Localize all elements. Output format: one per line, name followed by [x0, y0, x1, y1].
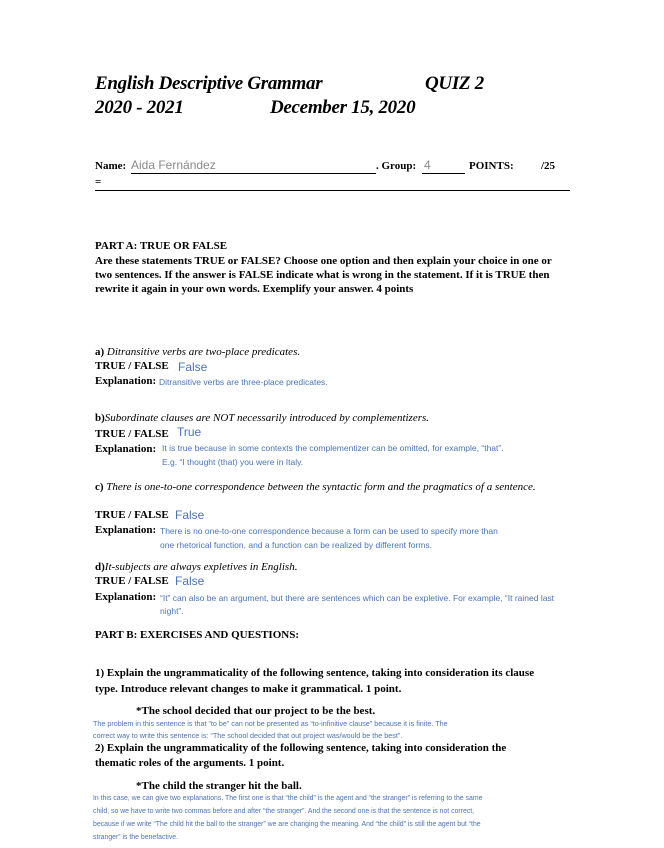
item-c-explanation-line2[interactable]: one rhetorical function, and a function can be realized by different forms. [160, 540, 433, 550]
question-1-answer-line1[interactable]: The problem in this sentence is that “to be” can not be presented as “to-infinitive clause” because it is finite. The [93, 719, 448, 728]
part-b-title: PART B: EXERCISES AND QUESTIONS: [95, 629, 299, 641]
question-2-answer-line4[interactable]: stranger” is the benefactive. [93, 834, 179, 841]
group-underline [422, 173, 465, 174]
header-divider [95, 190, 570, 191]
points-total: /25 [541, 160, 556, 172]
item-a-explanation[interactable]: Ditransitive verbs are three-place predicates. [159, 377, 328, 387]
item-a-statement [95, 346, 300, 358]
name-label: Name: [95, 160, 127, 172]
question-2-answer-line1[interactable]: In this case, we can give two explanations. The first one is that “the child” is the agent and “the stranger” is referring to the same [93, 795, 483, 802]
item-letter: c) [95, 481, 104, 493]
question-2-answer-line3[interactable]: because if we write “The child hit the ball to the stranger” we are changing the meaning. And “the child” is still the agent but “the [93, 821, 481, 828]
item-b-explanation-line2[interactable]: E.g. “I thought (that) you were in Italy. [162, 457, 304, 467]
academic-year: 2020 - 2021 [95, 97, 184, 118]
item-b-explanation-line1[interactable]: It is true because in some contexts the complementizer can be omitted, for example, “that”. [162, 443, 504, 453]
name-underline [131, 173, 376, 174]
question-2-line1: 2) Explain the ungrammaticality of the following sentence, taking into consideration the [95, 742, 507, 754]
part-a-title: PART A: TRUE OR FALSE [95, 240, 228, 252]
item-letter: a) [95, 346, 105, 358]
item-c-statement [95, 481, 545, 494]
explanation-label: Explanation: [95, 524, 157, 536]
item-d-answer[interactable]: False [175, 574, 205, 588]
explanation-label: Explanation: [95, 443, 157, 455]
statement-text: There is one-to-one correspondence between the syntactic form and the pragmatics of a sentence. [106, 481, 536, 493]
tf-label: TRUE / FALSE [95, 575, 169, 587]
question-1-line1: 1) Explain the ungrammaticality of the following sentence, taking into consideration its clause [95, 667, 535, 679]
statement-text: It-subjects are always expletives in English. [104, 561, 298, 573]
question-2-line2: thematic roles of the arguments. 1 point. [95, 757, 285, 769]
name-value[interactable]: Aida Fernández [131, 158, 216, 172]
tf-label: TRUE / FALSE [95, 428, 169, 440]
points-equals: = [95, 176, 102, 188]
explanation-label: Explanation: [95, 591, 157, 603]
quiz-label: QUIZ 2 [425, 73, 484, 94]
part-a-instructions: Are these statements TRUE or FALSE? Choose one option and then explain your choice in one or two sentences. If the answer is FALSE indicate what is wrong in the statement. If it is TRUE then rewrite it again in your own words. Exemplify your answer. 4 points [95, 255, 552, 295]
group-value[interactable]: 4 [424, 158, 431, 172]
tf-label: TRUE / FALSE [95, 509, 169, 521]
statement-text: Subordinate clauses are NOT necessarily introduced by complementizers. [104, 412, 430, 424]
explanation-label: Explanation: [95, 375, 157, 387]
item-letter: b) [95, 412, 105, 424]
question-1-answer-line2[interactable]: correct way to write this sentence is: “The school decided that out project was/would be the best”. [93, 731, 403, 740]
item-b-statement [95, 412, 429, 424]
item-d-statement [95, 561, 297, 573]
group-label: . Group: [376, 160, 417, 172]
question-1-sentence: *The school decided that our project to be the best. [136, 705, 376, 717]
quiz-date: December 15, 2020 [270, 97, 416, 118]
tf-label: TRUE / FALSE [95, 360, 169, 372]
item-d-explanation-line2[interactable]: night”. [160, 606, 184, 616]
item-d-explanation-line1[interactable]: “It” can also be an argument, but there are sentences which can be expletive. For example, “It rained last [160, 593, 555, 603]
points-label: POINTS: [469, 160, 514, 172]
statement-text: Ditransitive verbs are two-place predicates. [106, 346, 301, 358]
course-title: English Descriptive Grammar [95, 73, 323, 94]
question-1-line2: type. Introduce relevant changes to make it grammatical. 1 point. [95, 683, 402, 695]
item-b-answer[interactable]: True [177, 425, 202, 439]
question-2-answer-line2[interactable]: child, so we have to write two commas before and after “the stranger”. And the second one is that the sentence is not correct, [93, 808, 475, 815]
item-a-answer[interactable]: False [178, 360, 208, 374]
item-c-explanation-line1[interactable]: There is no one-to-one correspondence because a form can be used to specify more than [160, 526, 498, 536]
item-c-answer[interactable]: False [175, 508, 205, 522]
question-2-sentence: *The child the stranger hit the ball. [136, 780, 302, 792]
item-letter: d) [95, 561, 105, 573]
